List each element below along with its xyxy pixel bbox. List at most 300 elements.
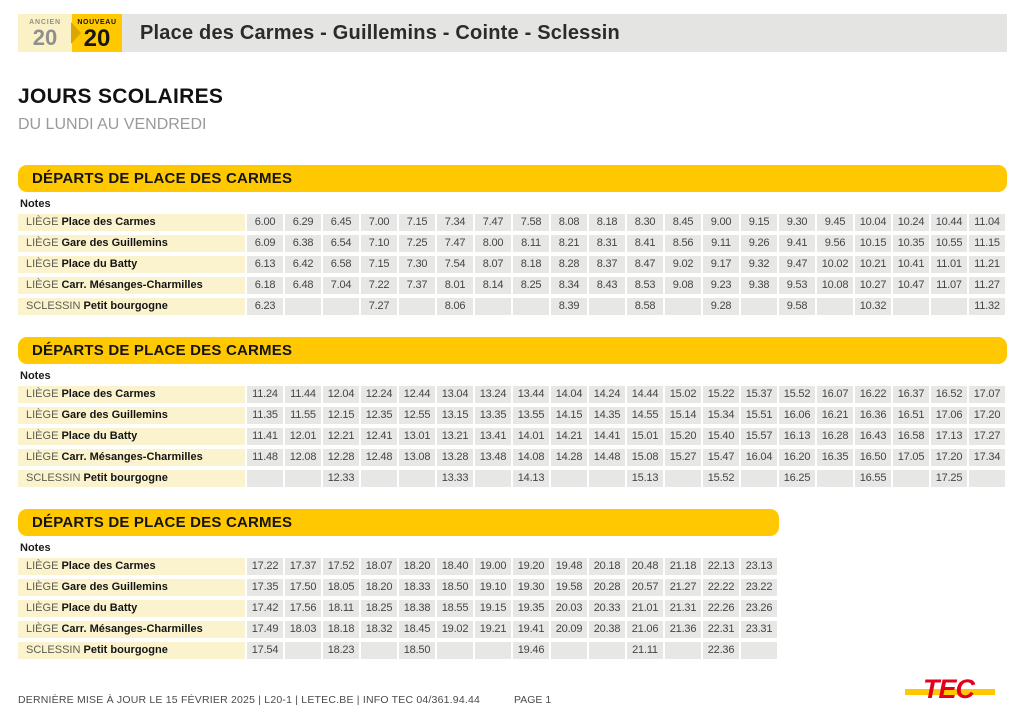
station-label	[18, 558, 245, 575]
time-cell: 9.02	[665, 256, 701, 273]
time-cell: 14.24	[589, 386, 625, 403]
station-city: LIÈGE	[26, 623, 59, 635]
time-cell: 7.58	[513, 214, 549, 231]
time-cell: 18.25	[361, 600, 397, 617]
time-cell: 15.14	[665, 407, 701, 424]
time-cell: 6.18	[247, 277, 283, 294]
time-cell	[931, 298, 967, 315]
table-row	[18, 235, 1007, 252]
time-cell: 14.48	[589, 449, 625, 466]
station-city: SCLESSIN	[26, 472, 81, 484]
time-cell: 17.52	[323, 558, 359, 575]
station-label	[18, 386, 245, 403]
time-cell: 23.26	[741, 600, 777, 617]
time-cell: 15.27	[665, 449, 701, 466]
time-cell: 11.44	[285, 386, 321, 403]
timetable-header: DÉPARTS DE PLACE DES CARMES	[18, 165, 1007, 192]
time-cell: 19.21	[475, 621, 511, 638]
time-cell: 10.24	[893, 214, 929, 231]
time-cell: 14.13	[513, 470, 549, 487]
time-cell: 19.00	[475, 558, 511, 575]
time-cell: 13.55	[513, 407, 549, 424]
station-name: Place du Batty	[61, 602, 138, 614]
time-cell: 7.15	[361, 256, 397, 273]
time-cell: 10.55	[931, 235, 967, 252]
time-cell: 12.44	[399, 386, 435, 403]
time-cell: 12.04	[323, 386, 359, 403]
station-label	[18, 449, 245, 466]
table-row	[18, 277, 1007, 294]
time-cell: 15.34	[703, 407, 739, 424]
station-city: LIÈGE	[26, 237, 59, 249]
time-cell: 16.36	[855, 407, 891, 424]
time-cell: 14.04	[551, 386, 587, 403]
time-cell: 7.27	[361, 298, 397, 315]
time-cell: 11.15	[969, 235, 1005, 252]
time-cell: 18.23	[323, 642, 359, 659]
time-cell: 14.55	[627, 407, 663, 424]
time-cell: 21.01	[627, 600, 663, 617]
time-cell: 16.52	[931, 386, 967, 403]
time-cell: 19.20	[513, 558, 549, 575]
chevron-right-icon	[71, 22, 81, 44]
time-cell: 10.08	[817, 277, 853, 294]
time-cell	[665, 298, 701, 315]
time-cell: 9.26	[741, 235, 777, 252]
time-cell: 9.47	[779, 256, 815, 273]
station-name: Place du Batty	[61, 258, 138, 270]
section-title: JOURS SCOLAIRES	[18, 85, 224, 108]
station-city: LIÈGE	[26, 388, 59, 400]
time-cell: 19.15	[475, 600, 511, 617]
time-cell: 20.57	[627, 579, 663, 596]
time-cell: 6.00	[247, 214, 283, 231]
time-cell: 8.30	[627, 214, 663, 231]
time-cell: 9.32	[741, 256, 777, 273]
time-cell: 9.30	[779, 214, 815, 231]
time-cell: 11.32	[969, 298, 1005, 315]
line-badge-new	[72, 14, 122, 52]
time-cell: 19.30	[513, 579, 549, 596]
time-cell: 7.34	[437, 214, 473, 231]
time-cell: 18.07	[361, 558, 397, 575]
time-cell: 12.41	[361, 428, 397, 445]
time-cell	[475, 642, 511, 659]
time-cell: 8.43	[589, 277, 625, 294]
time-cell	[513, 298, 549, 315]
tec-logo-text: TEC	[923, 674, 974, 704]
page-number: PAGE 1	[514, 694, 552, 706]
station-label	[18, 621, 245, 638]
time-cell: 18.32	[361, 621, 397, 638]
timetable-3	[18, 509, 1007, 659]
time-cell: 9.41	[779, 235, 815, 252]
time-cell	[475, 470, 511, 487]
time-cell	[893, 298, 929, 315]
station-city: SCLESSIN	[26, 300, 81, 312]
time-cell: 12.55	[399, 407, 435, 424]
time-cell: 20.28	[589, 579, 625, 596]
table-row	[18, 558, 1007, 575]
time-cell: 10.02	[817, 256, 853, 273]
time-cell: 21.27	[665, 579, 701, 596]
time-cell: 13.21	[437, 428, 473, 445]
time-cell	[285, 642, 321, 659]
station-label	[18, 428, 245, 445]
notes-label: Notes	[20, 370, 51, 382]
station-name: Carr. Mésanges-Charmilles	[61, 279, 203, 291]
time-cell: 6.29	[285, 214, 321, 231]
timetable-2	[18, 337, 1007, 487]
time-cell: 12.08	[285, 449, 321, 466]
table-row	[18, 214, 1007, 231]
station-name: Place du Batty	[61, 430, 138, 442]
station-city: LIÈGE	[26, 430, 59, 442]
time-cell: 15.13	[627, 470, 663, 487]
timetable-header: DÉPARTS DE PLACE DES CARMES	[18, 337, 1007, 364]
station-name: Petit bourgogne	[83, 644, 168, 656]
time-cell: 19.41	[513, 621, 549, 638]
time-cell: 22.22	[703, 579, 739, 596]
time-cell: 16.22	[855, 386, 891, 403]
station-label	[18, 600, 245, 617]
time-cell: 11.35	[247, 407, 283, 424]
station-label	[18, 214, 245, 231]
time-cell: 7.22	[361, 277, 397, 294]
time-cell: 10.47	[893, 277, 929, 294]
time-cell: 7.10	[361, 235, 397, 252]
time-cell	[551, 470, 587, 487]
time-cell	[285, 298, 321, 315]
time-cell: 17.05	[893, 449, 929, 466]
time-cell	[741, 642, 777, 659]
table-row	[18, 470, 1007, 487]
time-cell: 18.18	[323, 621, 359, 638]
time-cell: 16.28	[817, 428, 853, 445]
time-cell: 18.55	[437, 600, 473, 617]
table-row	[18, 407, 1007, 424]
time-cell: 14.44	[627, 386, 663, 403]
time-cell: 11.01	[931, 256, 967, 273]
time-cell	[741, 470, 777, 487]
station-label	[18, 256, 245, 273]
time-cell	[589, 470, 625, 487]
time-cell: 10.32	[855, 298, 891, 315]
time-cell: 8.14	[475, 277, 511, 294]
time-cell: 17.20	[931, 449, 967, 466]
time-cell: 14.21	[551, 428, 587, 445]
time-cell: 15.37	[741, 386, 777, 403]
time-cell: 11.48	[247, 449, 283, 466]
notes-label: Notes	[20, 198, 51, 210]
station-name: Place des Carmes	[61, 560, 156, 572]
time-cell: 14.08	[513, 449, 549, 466]
table-row	[18, 600, 1007, 617]
time-cell: 8.18	[589, 214, 625, 231]
time-cell: 9.23	[703, 277, 739, 294]
station-name: Place des Carmes	[61, 388, 156, 400]
time-cell: 17.13	[931, 428, 967, 445]
time-cell: 16.04	[741, 449, 777, 466]
table-row	[18, 256, 1007, 273]
time-cell: 12.28	[323, 449, 359, 466]
time-cell: 8.25	[513, 277, 549, 294]
station-label	[18, 470, 245, 487]
time-cell: 8.00	[475, 235, 511, 252]
time-cell: 14.28	[551, 449, 587, 466]
time-cell: 11.04	[969, 214, 1005, 231]
station-city: LIÈGE	[26, 258, 59, 270]
time-cell: 12.48	[361, 449, 397, 466]
station-city: LIÈGE	[26, 560, 59, 572]
station-label	[18, 298, 245, 315]
time-cell: 14.01	[513, 428, 549, 445]
time-cell	[741, 298, 777, 315]
time-cell: 16.13	[779, 428, 815, 445]
time-cell: 15.51	[741, 407, 777, 424]
table-row	[18, 428, 1007, 445]
station-city: LIÈGE	[26, 216, 59, 228]
time-cell: 17.27	[969, 428, 1005, 445]
table-row	[18, 642, 1007, 659]
time-cell: 18.03	[285, 621, 321, 638]
time-cell: 7.00	[361, 214, 397, 231]
time-cell: 7.47	[475, 214, 511, 231]
table-row	[18, 298, 1007, 315]
time-cell: 16.43	[855, 428, 891, 445]
time-cell: 12.24	[361, 386, 397, 403]
time-cell: 7.30	[399, 256, 435, 273]
station-city: LIÈGE	[26, 279, 59, 291]
time-cell: 15.47	[703, 449, 739, 466]
time-cell: 6.45	[323, 214, 359, 231]
station-name: Petit bourgogne	[83, 300, 168, 312]
table-row	[18, 386, 1007, 403]
old-line-number: 20	[32, 25, 58, 50]
time-cell: 20.48	[627, 558, 663, 575]
station-label	[18, 277, 245, 294]
time-cell: 16.21	[817, 407, 853, 424]
time-cell	[969, 470, 1005, 487]
time-cell: 16.06	[779, 407, 815, 424]
time-cell: 15.40	[703, 428, 739, 445]
line-badge-old	[18, 14, 72, 52]
time-cell: 8.37	[589, 256, 625, 273]
table-row	[18, 449, 1007, 466]
time-cell	[551, 642, 587, 659]
time-cell: 6.58	[323, 256, 359, 273]
time-cell: 6.13	[247, 256, 283, 273]
time-cell: 18.45	[399, 621, 435, 638]
time-cell: 21.31	[665, 600, 701, 617]
station-city: LIÈGE	[26, 602, 59, 614]
time-cell: 16.58	[893, 428, 929, 445]
time-cell: 9.28	[703, 298, 739, 315]
time-cell	[475, 298, 511, 315]
time-cell: 16.50	[855, 449, 891, 466]
time-cell: 18.20	[361, 579, 397, 596]
time-cell: 8.56	[665, 235, 701, 252]
time-cell: 15.22	[703, 386, 739, 403]
time-cell: 18.11	[323, 600, 359, 617]
time-cell: 16.55	[855, 470, 891, 487]
station-label	[18, 579, 245, 596]
time-cell: 8.11	[513, 235, 549, 252]
time-cell: 9.11	[703, 235, 739, 252]
time-cell: 9.00	[703, 214, 739, 231]
time-cell: 18.20	[399, 558, 435, 575]
time-cell: 13.48	[475, 449, 511, 466]
time-cell: 19.58	[551, 579, 587, 596]
time-cell: 8.01	[437, 277, 473, 294]
new-line-number: 20	[83, 24, 111, 52]
time-cell: 16.20	[779, 449, 815, 466]
time-cell: 18.40	[437, 558, 473, 575]
time-cell: 17.37	[285, 558, 321, 575]
header-bar	[18, 14, 1007, 52]
time-cell: 8.34	[551, 277, 587, 294]
time-cell: 8.47	[627, 256, 663, 273]
time-cell: 17.35	[247, 579, 283, 596]
time-cell: 13.24	[475, 386, 511, 403]
time-cell	[361, 470, 397, 487]
time-cell: 7.54	[437, 256, 473, 273]
station-name: Gare des Guillemins	[61, 409, 168, 421]
station-label	[18, 235, 245, 252]
time-cell: 17.56	[285, 600, 321, 617]
time-cell: 9.56	[817, 235, 853, 252]
time-cell	[247, 470, 283, 487]
time-cell: 15.52	[779, 386, 815, 403]
time-cell: 10.41	[893, 256, 929, 273]
time-cell: 20.03	[551, 600, 587, 617]
time-cell: 18.50	[437, 579, 473, 596]
time-cell: 23.13	[741, 558, 777, 575]
time-cell	[817, 298, 853, 315]
time-cell: 11.07	[931, 277, 967, 294]
time-cell: 23.22	[741, 579, 777, 596]
time-cell: 7.47	[437, 235, 473, 252]
time-cell	[285, 470, 321, 487]
time-cell: 12.35	[361, 407, 397, 424]
time-cell: 6.54	[323, 235, 359, 252]
time-cell: 9.15	[741, 214, 777, 231]
time-cell: 10.04	[855, 214, 891, 231]
time-cell: 21.18	[665, 558, 701, 575]
time-cell: 19.10	[475, 579, 511, 596]
time-cell: 19.35	[513, 600, 549, 617]
time-cell: 16.51	[893, 407, 929, 424]
time-cell: 13.41	[475, 428, 511, 445]
time-cell: 18.38	[399, 600, 435, 617]
time-cell: 6.48	[285, 277, 321, 294]
time-cell: 10.27	[855, 277, 891, 294]
time-cell: 8.28	[551, 256, 587, 273]
time-cell: 17.34	[969, 449, 1005, 466]
time-cell: 11.24	[247, 386, 283, 403]
station-label	[18, 407, 245, 424]
station-name: Carr. Mésanges-Charmilles	[61, 623, 203, 635]
time-cell: 17.42	[247, 600, 283, 617]
time-cell: 19.46	[513, 642, 549, 659]
time-cell: 10.44	[931, 214, 967, 231]
time-cell: 13.33	[437, 470, 473, 487]
time-cell: 6.38	[285, 235, 321, 252]
time-cell: 18.33	[399, 579, 435, 596]
page-footer	[18, 668, 1007, 714]
time-cell: 22.31	[703, 621, 739, 638]
tec-logo	[907, 672, 993, 712]
route-titlebar	[122, 14, 1007, 52]
table-row	[18, 579, 1007, 596]
time-cell	[323, 298, 359, 315]
time-cell: 7.15	[399, 214, 435, 231]
time-cell: 9.08	[665, 277, 701, 294]
time-cell: 12.15	[323, 407, 359, 424]
time-cell: 17.20	[969, 407, 1005, 424]
station-city: LIÈGE	[26, 451, 59, 463]
time-cell: 9.58	[779, 298, 815, 315]
time-cell: 6.42	[285, 256, 321, 273]
station-name: Gare des Guillemins	[61, 237, 168, 249]
time-cell: 22.36	[703, 642, 739, 659]
time-cell: 7.37	[399, 277, 435, 294]
time-cell: 15.01	[627, 428, 663, 445]
time-cell	[665, 642, 701, 659]
time-cell: 6.23	[247, 298, 283, 315]
time-cell: 7.04	[323, 277, 359, 294]
old-line-label: ANCIEN	[29, 19, 61, 26]
time-cell: 21.36	[665, 621, 701, 638]
time-cell: 11.27	[969, 277, 1005, 294]
time-cell: 17.50	[285, 579, 321, 596]
tables	[18, 165, 1007, 659]
time-cell: 21.06	[627, 621, 663, 638]
time-cell: 7.25	[399, 235, 435, 252]
timetable-1	[18, 165, 1007, 315]
time-cell: 10.21	[855, 256, 891, 273]
time-cell: 8.08	[551, 214, 587, 231]
time-cell: 8.21	[551, 235, 587, 252]
time-cell: 16.37	[893, 386, 929, 403]
time-cell: 6.09	[247, 235, 283, 252]
time-cell: 13.01	[399, 428, 435, 445]
new-line-label: NOUVEAU	[77, 18, 117, 26]
time-cell: 8.58	[627, 298, 663, 315]
time-cell: 8.45	[665, 214, 701, 231]
time-cell	[665, 470, 701, 487]
time-cell: 9.45	[817, 214, 853, 231]
time-cell	[437, 642, 473, 659]
time-cell: 15.02	[665, 386, 701, 403]
time-cell: 8.53	[627, 277, 663, 294]
station-city: LIÈGE	[26, 581, 59, 593]
time-cell: 20.09	[551, 621, 587, 638]
time-cell: 22.26	[703, 600, 739, 617]
time-cell: 12.01	[285, 428, 321, 445]
time-cell: 13.08	[399, 449, 435, 466]
time-cell: 20.33	[589, 600, 625, 617]
time-cell: 11.55	[285, 407, 321, 424]
station-city: LIÈGE	[26, 409, 59, 421]
time-cell: 17.54	[247, 642, 283, 659]
table-row	[18, 621, 1007, 638]
time-cell	[399, 298, 435, 315]
time-cell: 9.17	[703, 256, 739, 273]
time-cell: 12.33	[323, 470, 359, 487]
time-cell: 13.04	[437, 386, 473, 403]
time-cell: 16.25	[779, 470, 815, 487]
